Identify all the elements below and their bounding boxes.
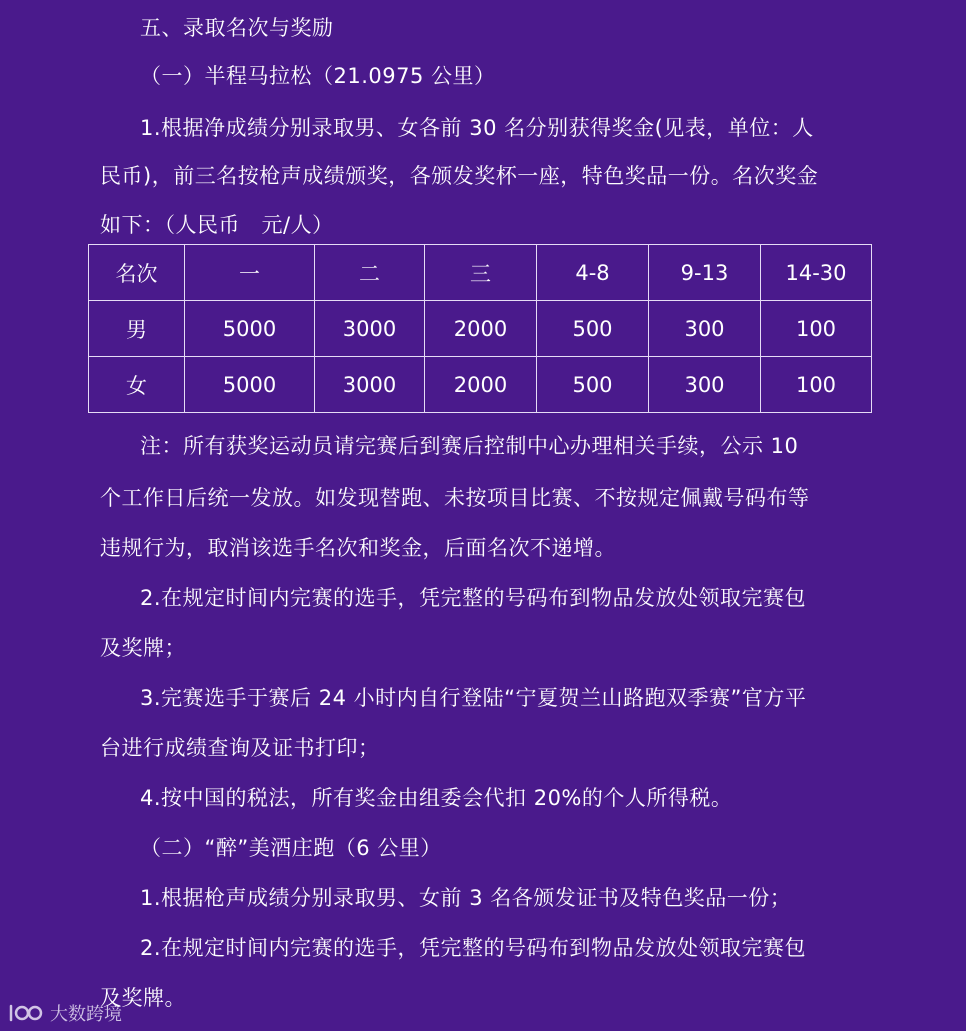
table-header-row bbox=[89, 245, 872, 301]
note-line1: 注：所有获奖运动员请完赛后到赛后控制中心办理相关手续，公示 10 bbox=[140, 434, 799, 458]
table-cell: 3000 bbox=[315, 301, 425, 357]
table-cell: 5000 bbox=[185, 357, 315, 413]
wine-run-p2-line1: 2.在规定时间内完赛的选手，凭完整的号码布到物品发放处领取完赛包 bbox=[140, 936, 807, 960]
wine-run-heading: （二）“醉”美酒庄跑（6 公里） bbox=[140, 836, 442, 860]
table-cell: 500 bbox=[537, 357, 649, 413]
table-header-cell: 名次 bbox=[89, 245, 185, 301]
logo-icon bbox=[8, 1002, 44, 1024]
table-header-cell: 一 bbox=[185, 245, 315, 301]
table-header-cell: 二 bbox=[315, 245, 425, 301]
half-marathon-p3-line1: 3.完赛选手于赛后 24 小时内自行登陆“宁夏贺兰山路跑双季赛”官方平 bbox=[140, 686, 807, 710]
watermark bbox=[8, 1000, 122, 1026]
note-line3: 违规行为，取消该选手名次和奖金，后面名次不递增。 bbox=[100, 536, 616, 560]
section-title: 五、录取名次与奖励 bbox=[140, 16, 334, 40]
table-header-cell: 4-8 bbox=[537, 245, 649, 301]
table-cell: 300 bbox=[649, 357, 761, 413]
half-marathon-p1-line1-text: 1.根据净成绩分别录取男、女各前 30 名分别获得奖金(见表，单位：人 bbox=[140, 116, 814, 140]
watermark-text: 大数跨境 bbox=[50, 1004, 122, 1025]
table-header-cell: 三 bbox=[425, 245, 537, 301]
wine-run-p1-line1: 1.根据枪声成绩分别录取男、女前 3 名各颁发证书及特色奖品一份； bbox=[140, 886, 792, 910]
prize-table bbox=[88, 244, 872, 413]
table-cell: 500 bbox=[537, 301, 649, 357]
half-marathon-p2-line2: 及奖牌； bbox=[100, 636, 186, 660]
half-marathon-heading: （一）半程马拉松（21.0975 公里） bbox=[140, 64, 496, 88]
table-cell: 3000 bbox=[315, 357, 425, 413]
wine-run-p2-line2: 及奖牌。 bbox=[100, 986, 186, 1010]
half-marathon-p1-line2: 民币)，前三名按枪声成绩颁奖，各颁发奖杯一座，特色奖品一份。名次奖金 bbox=[100, 164, 819, 188]
half-marathon-p1-line1 bbox=[140, 114, 864, 142]
table-cell: 2000 bbox=[425, 301, 537, 357]
half-marathon-p4-line1: 4.按中国的税法，所有奖金由组委会代扣 20%的个人所得税。 bbox=[140, 786, 733, 810]
table-cell: 2000 bbox=[425, 357, 537, 413]
note-line2: 个工作日后统一发放。如发现替跑、未按项目比赛、不按规定佩戴号码布等 bbox=[100, 486, 810, 510]
table-cell: 100 bbox=[761, 357, 872, 413]
table-row bbox=[89, 301, 872, 357]
table-cell: 男 bbox=[89, 301, 185, 357]
table-header-cell: 9-13 bbox=[649, 245, 761, 301]
half-marathon-p1-line3: 如下：（人民币 元/人） bbox=[100, 213, 334, 237]
table-cell: 5000 bbox=[185, 301, 315, 357]
table-cell: 女 bbox=[89, 357, 185, 413]
table-cell: 300 bbox=[649, 301, 761, 357]
half-marathon-p3-line2: 台进行成绩查询及证书打印； bbox=[100, 736, 380, 760]
half-marathon-p2-line1: 2.在规定时间内完赛的选手，凭完整的号码布到物品发放处领取完赛包 bbox=[140, 586, 807, 610]
table-row bbox=[89, 357, 872, 413]
table-header-cell: 14-30 bbox=[761, 245, 872, 301]
table-cell: 100 bbox=[761, 301, 872, 357]
